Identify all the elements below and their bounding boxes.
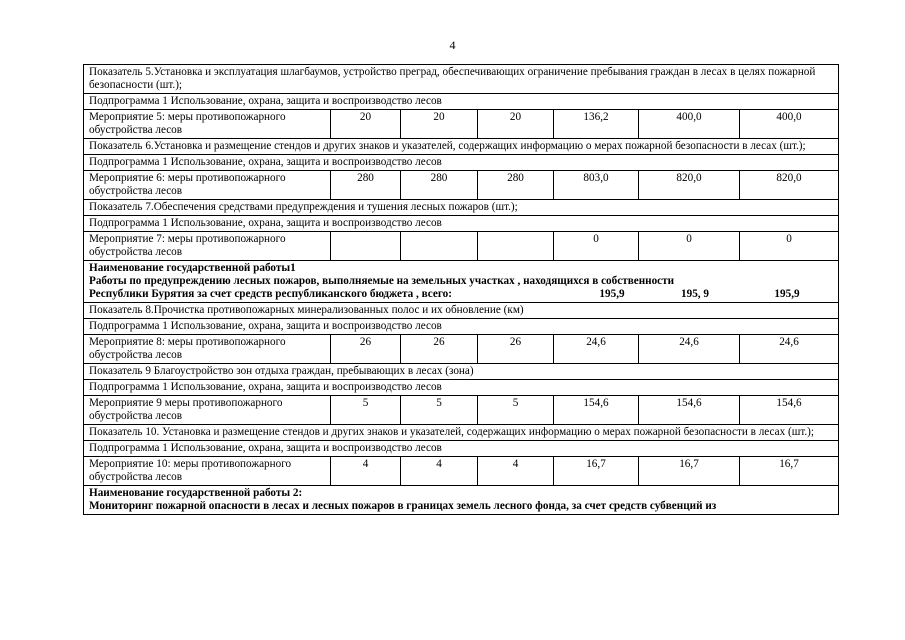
value-cell: 280 <box>401 171 478 200</box>
value-cell: 154,6 <box>740 396 839 425</box>
value-cell: 803,0 <box>554 171 639 200</box>
value-cell: 820,0 <box>740 171 839 200</box>
measure-row <box>84 396 839 425</box>
value-cell <box>478 232 554 261</box>
indicator-row <box>84 65 839 94</box>
value-cell: 26 <box>331 335 401 364</box>
subprogram-text: Подпрограмма 1 Использование, охрана, защита и воспроизводство лесов <box>84 319 839 335</box>
value-cell: 24,6 <box>740 335 839 364</box>
indicator-row <box>84 139 839 155</box>
subprogram-text: Подпрограмма 1 Использование, охрана, защита и воспроизводство лесов <box>84 441 839 457</box>
value-cell: 5 <box>331 396 401 425</box>
indicator-7-text: Показатель 7.Обеспечения средствами предупреждения и тушения лесных пожаров (шт.); <box>84 200 839 216</box>
measure-label: Мероприятие 10: меры противопожарного обустройства лесов <box>84 457 331 486</box>
value-cell: 16,7 <box>740 457 839 486</box>
page-number: 4 <box>449 38 456 52</box>
state-work-2 <box>84 486 839 515</box>
subprogram-row <box>84 94 839 110</box>
value-cell: 820,0 <box>639 171 740 200</box>
state-work-total-line <box>89 288 833 301</box>
measure-label: Мероприятие 8: меры противопожарного обустройства лесов <box>84 335 331 364</box>
value-cell: 280 <box>478 171 554 200</box>
total-value: 195, 9 <box>681 288 709 300</box>
subprogram-text: Подпрограмма 1 Использование, охрана, защита и воспроизводство лесов <box>84 94 839 110</box>
indicator-row <box>84 303 839 319</box>
value-cell: 400,0 <box>740 110 839 139</box>
value-cell: 5 <box>478 396 554 425</box>
value-cell: 0 <box>639 232 740 261</box>
value-cell: 154,6 <box>639 396 740 425</box>
subprogram-text: Подпрограмма 1 Использование, охрана, защита и воспроизводство лесов <box>84 380 839 396</box>
subprogram-text: Подпрограмма 1 Использование, охрана, защита и воспроизводство лесов <box>84 216 839 232</box>
state-work-description: Мониторинг пожарной опасности в лесах и лесных пожаров в границах земель лесного фонда, за счет средств субвенций из <box>89 500 717 512</box>
value-cell: 4 <box>401 457 478 486</box>
measure-row <box>84 335 839 364</box>
state-work-1 <box>84 261 839 303</box>
total-value: 195,9 <box>774 288 800 300</box>
value-cell: 400,0 <box>639 110 740 139</box>
total-value: 195,9 <box>599 288 625 300</box>
indicator-9-text: Показатель 9 Благоустройство зон отдыха граждан, пребывающих в лесах (зона) <box>84 364 839 380</box>
value-cell: 20 <box>331 110 401 139</box>
value-cell: 26 <box>478 335 554 364</box>
value-cell: 136,2 <box>554 110 639 139</box>
value-cell <box>331 232 401 261</box>
measure-row <box>84 457 839 486</box>
value-cell <box>401 232 478 261</box>
measure-row <box>84 110 839 139</box>
indicator-6-text: Показатель 6.Установка и размещение стендов и других знаков и указателей, содержащих информацию о мерах пожарной безопасности в лесах (шт.); <box>84 139 839 155</box>
subprogram-row <box>84 441 839 457</box>
value-cell: 280 <box>331 171 401 200</box>
value-cell: 20 <box>478 110 554 139</box>
measure-label: Мероприятие 6: меры противопожарного обустройства лесов <box>84 171 331 200</box>
program-table <box>83 64 839 515</box>
measure-row <box>84 171 839 200</box>
value-cell: 4 <box>331 457 401 486</box>
indicator-10-text: Показатель 10. Установка и размещение стендов и других знаков и указателей, содержащих информацию о мерах пожарной безопасности в лесах (шт.); <box>84 425 839 441</box>
value-cell: 24,6 <box>639 335 740 364</box>
state-work-row <box>84 261 839 303</box>
value-cell: 16,7 <box>554 457 639 486</box>
state-work-row <box>84 486 839 515</box>
state-work-title: Наименование государственной работы 2: <box>89 487 303 499</box>
subprogram-row <box>84 155 839 171</box>
value-cell: 4 <box>478 457 554 486</box>
value-cell: 0 <box>740 232 839 261</box>
value-cell: 16,7 <box>639 457 740 486</box>
indicator-row <box>84 200 839 216</box>
value-cell: 0 <box>554 232 639 261</box>
value-cell: 24,6 <box>554 335 639 364</box>
indicator-8-text: Показатель 8.Прочистка противопожарных минерализованных полос и их обновление (км) <box>84 303 839 319</box>
indicator-row <box>84 364 839 380</box>
indicator-row <box>84 425 839 441</box>
subprogram-row <box>84 216 839 232</box>
state-work-title: Наименование государственной работы1 <box>89 262 296 274</box>
state-work-total-label: Республики Бурятия за счет средств республиканского бюджета , всего: <box>89 288 452 300</box>
subprogram-row <box>84 319 839 335</box>
value-cell: 26 <box>401 335 478 364</box>
measure-label: Мероприятие 9 меры противопожарного обустройства лесов <box>84 396 331 425</box>
measure-label: Мероприятие 5: меры противопожарного обустройства лесов <box>84 110 331 139</box>
state-work-description: Работы по предупреждению лесных пожаров, выполняемые на земельных участках , находящихся в собственности <box>89 275 675 287</box>
value-cell: 20 <box>401 110 478 139</box>
value-cell: 5 <box>401 396 478 425</box>
value-cell: 154,6 <box>554 396 639 425</box>
measure-row <box>84 232 839 261</box>
measure-label: Мероприятие 7: меры противопожарного обустройства лесов <box>84 232 331 261</box>
subprogram-row <box>84 380 839 396</box>
indicator-5-text: Показатель 5.Установка и эксплуатация шлагбаумов, устройство преград, обеспечивающих ограничение пребывания граждан в лесах в целях пожарной безопасности (шт.); <box>84 65 839 94</box>
subprogram-text: Подпрограмма 1 Использование, охрана, защита и воспроизводство лесов <box>84 155 839 171</box>
